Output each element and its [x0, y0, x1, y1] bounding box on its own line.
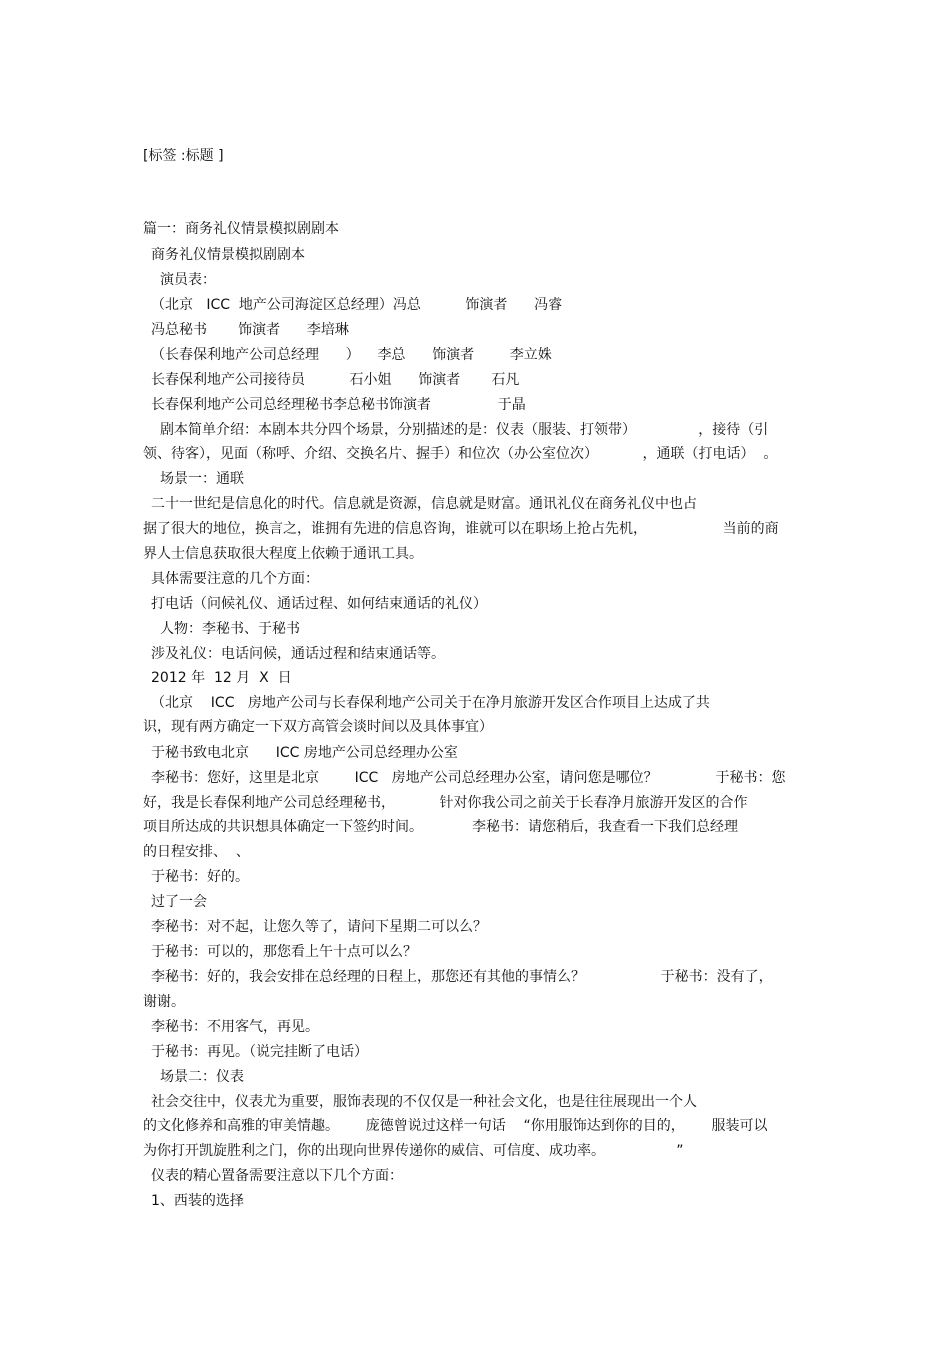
dialogue-line: 李秘书：您好，这里是北京 ICC 房地产公司总经理办公室，请问您是哪位？ 于秘书：您: [151, 770, 786, 786]
dialogue-line: 于秘书：好的。: [151, 869, 249, 885]
dialogue-line: 李秘书：对不起，让您久等了，请问下星期二可以么？: [151, 919, 487, 935]
paragraph-line: 的文化修养和高雅的审美情趣。 庞德曾说过这样一句话 “你用服饰达到你的目的， 服装可以: [143, 1118, 768, 1134]
paragraph-line: 二十一世纪是信息化的时代。信息就是资源，信息就是财富。通讯礼仪在商务礼仪中也占: [151, 496, 697, 512]
script-title: 商务礼仪情景模拟剧剧本: [151, 247, 305, 263]
paragraph-line: 涉及礼仪：电话问候，通话过程和结束通话等。: [151, 646, 445, 662]
dialogue-line: 项目所达成的共识想具体确定一下签约时间。 李秘书：请您稍后，我查看一下我们总经理: [143, 819, 738, 835]
dialogue-line: 李秘书：好的，我会安排在总经理的日程上，那您还有其他的事情么？ 于秘书：没有了，: [151, 969, 773, 985]
date-line: 2012 年 12 月 X 日: [151, 670, 292, 686]
dialogue-line: 的日程安排、 、: [143, 844, 250, 860]
paragraph-line: 据了很大的地位，换言之，谁拥有先进的信息咨询，谁就可以在职场上抢占先机， 当前的商: [143, 521, 779, 537]
paragraph-line: 人物：李秘书、于秘书: [160, 621, 300, 637]
dialogue-line: 谢谢。: [143, 994, 185, 1010]
paragraph-line: 领、待客），见面（称呼、介绍、交换名片、握手）和位次（办公室位次） ，通联（打电话） 。: [143, 446, 778, 462]
cast-line: （北京 ICC 地产公司海淀区总经理）冯总 饰演者 冯睿: [151, 297, 563, 313]
cast-heading: 演员表：: [160, 272, 216, 288]
cast-line: 冯总秘书 饰演者 李培琳: [151, 322, 349, 338]
paragraph-line: 于秘书致电北京 ICC 房地产公司总经理办公室: [151, 745, 458, 761]
cast-line: 长春保利地产公司接待员 石小姐 饰演者 石凡: [151, 372, 520, 388]
dialogue-line: 于秘书：可以的，那您看上午十点可以么？: [151, 944, 417, 960]
paragraph-line: 界人士信息获取很大程度上依赖于通讯工具。: [143, 546, 423, 562]
tag-line: [标签 :标题 ]: [143, 148, 224, 164]
paragraph-line: 为你打开凯旋胜利之门，你的出现向世界传递你的威信、可信度、成功率。 ”: [143, 1143, 684, 1159]
dialogue-line: 过了一会: [151, 894, 207, 910]
chapter-heading: 篇一：商务礼仪情景模拟剧剧本: [143, 221, 339, 237]
list-item: 1、西装的选择: [151, 1193, 244, 1209]
scene-heading: 场景二：仪表: [160, 1069, 244, 1085]
dialogue-line: 李秘书：不用客气，再见。: [151, 1019, 319, 1035]
paragraph-line: 识，现有两方确定一下双方高管会谈时间以及具体事宜）: [143, 719, 493, 735]
paragraph-line: （北京 ICC 房地产公司与长春保利地产公司关于在净月旅游开发区合作项目上达成了共: [151, 695, 710, 711]
dialogue-line: 好，我是长春保利地产公司总经理秘书， 针对你我公司之前关于长春净月旅游开发区的合作: [143, 795, 748, 811]
scene-heading: 场景一：通联: [160, 471, 244, 487]
paragraph-line: 剧本简单介绍：本剧本共分四个场景，分别描述的是：仪表（服装、打领带） ，接待（引: [160, 422, 769, 438]
paragraph-line: 社会交往中，仪表尤为重要，服饰表现的不仅仅是一种社会文化，也是往往展现出一个人: [151, 1094, 697, 1110]
paragraph-line: 仪表的精心置备需要注意以下几个方面：: [151, 1168, 403, 1184]
cast-line: 长春保利地产公司总经理秘书李总秘书饰演者 于晶: [151, 397, 526, 413]
dialogue-line: 于秘书：再见。（说完挂断了电话）: [151, 1044, 368, 1060]
paragraph-line: 具体需要注意的几个方面：: [151, 571, 319, 587]
cast-line: （长春保利地产公司总经理 ） 李总 饰演者 李立姝: [151, 347, 552, 363]
paragraph-line: 打电话（问候礼仪、通话过程、如何结束通话的礼仪）: [151, 596, 487, 612]
